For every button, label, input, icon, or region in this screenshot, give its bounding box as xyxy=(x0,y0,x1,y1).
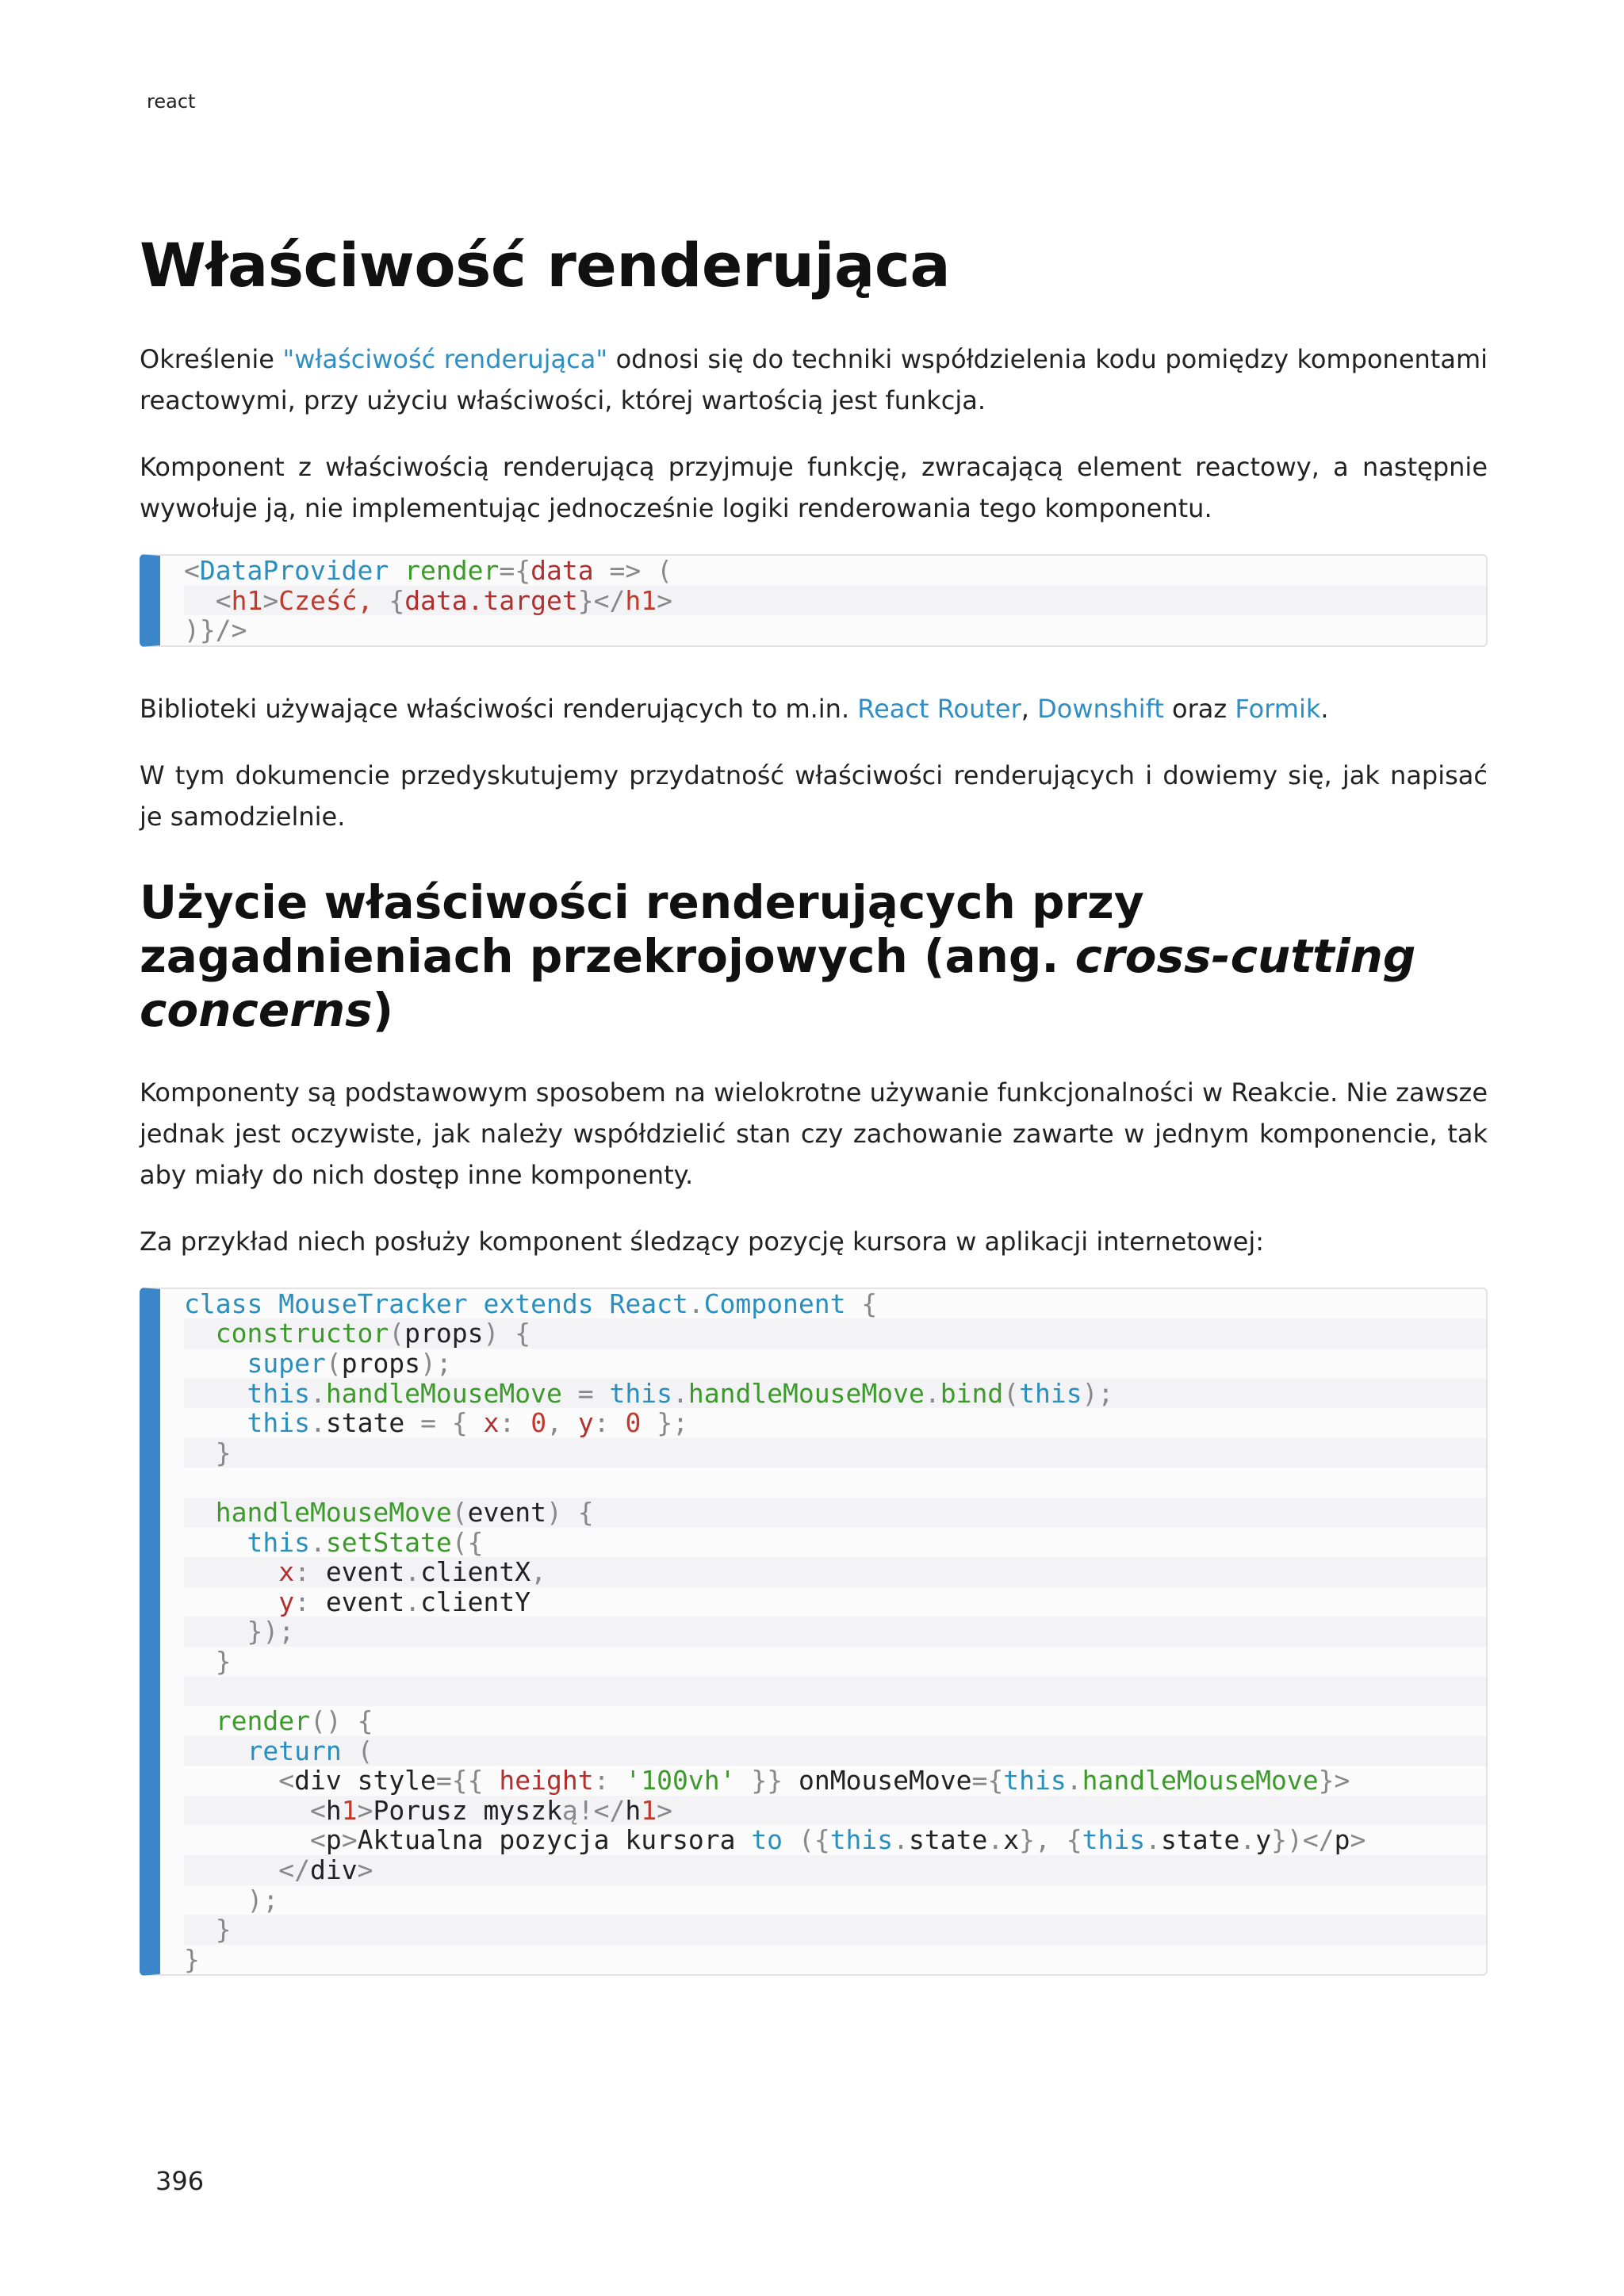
intro-paragraph-1 xyxy=(140,339,1488,421)
section-title: Użycie właściwości renderujących przy zagadnieniach przekrojowych (ang. cross-cutting concerns) xyxy=(140,874,1416,1037)
discussion-paragraph: W tym dokumencie przedyskutujemy przydatność właściwości renderujących i dowiemy się, jak napisać je samodzielnie. xyxy=(140,760,1488,832)
react-router-link[interactable]: React Router xyxy=(857,693,1021,724)
period-text: . xyxy=(1320,693,1329,724)
libraries-paragraph xyxy=(140,688,1488,729)
code-line: super(props); xyxy=(247,1347,452,1379)
code-line: <h1>Cześć, {data.target}</h1> xyxy=(184,586,1486,616)
code-line: </div> xyxy=(184,1855,1486,1885)
page-number: 396 xyxy=(155,2166,205,2196)
page-title: Właściwość renderująca xyxy=(140,230,951,300)
intro-paragraph-2: Komponent z właściwością renderującą przyjmuje funkcję, zwracającą element reactowy, a następnie wywołuje ją, nie implementując jednocześnie logiki renderowania tego komponentu. xyxy=(140,452,1488,523)
code-line xyxy=(184,1468,1486,1498)
code-line: y: event.clientY xyxy=(278,1586,531,1617)
code-line: class MouseTracker extends React.Component { xyxy=(184,1288,878,1319)
code-line: this.setState({ xyxy=(247,1526,484,1558)
code-line: } xyxy=(215,1645,232,1677)
libraries-text: Biblioteki używające właściwości renderujących to m.in. xyxy=(140,693,858,724)
code-line: return ( xyxy=(184,1736,1486,1766)
section-paragraph-2: Za przykład niech posłuży komponent śledzący pozycję kursora w aplikacji internetowej: xyxy=(140,1226,1264,1257)
code-block-mouse-tracker xyxy=(140,1288,1488,1976)
code-line: <div style={{ height: '100vh' }} onMouseMove={this.handleMouseMove}> xyxy=(278,1765,1350,1797)
running-header: react xyxy=(147,90,196,113)
render-prop-link[interactable]: "właściwość renderująca" xyxy=(282,344,608,374)
separator-text: oraz xyxy=(1163,693,1235,724)
code-line xyxy=(184,1677,1486,1707)
code-line: )}/> xyxy=(184,614,247,646)
code-line: this.handleMouseMove = this.handleMouseMove.bind(this); xyxy=(184,1379,1486,1409)
intro-text-before: Określenie xyxy=(140,344,283,374)
downshift-link[interactable]: Downshift xyxy=(1037,693,1164,724)
formik-link[interactable]: Formik xyxy=(1235,693,1321,724)
code-line: <p>Aktualna pozycja kursora to ({this.state.x}, {this.state.y})</p> xyxy=(309,1824,1366,1856)
code-line: render() { xyxy=(215,1705,373,1737)
code-line: ); xyxy=(247,1884,279,1915)
code-line: } xyxy=(184,1915,1486,1945)
code-block-data-provider xyxy=(140,554,1488,647)
section-paragraph-1: Komponenty są podstawowym sposobem na wielokrotne używanie funkcjonalności w Reakcie. Nie zawsze jednak jest oczywiste, jak należy współdzielić stan czy zachowanie zawarte w jednym komponencie, tak aby miały do nich dostęp inne komponenty. xyxy=(140,1077,1488,1190)
code-line: x: event.clientX, xyxy=(184,1557,1486,1587)
code-line: <DataProvider render={data => ( xyxy=(184,555,672,586)
code-line: constructor(props) { xyxy=(184,1318,1486,1349)
code-line: <h1>Porusz myszką!</h1> xyxy=(184,1796,1486,1826)
code-line: } xyxy=(184,1438,1486,1468)
code-line: } xyxy=(184,1943,200,1975)
page-content xyxy=(140,230,1488,2017)
separator-text: , xyxy=(1021,693,1038,724)
code-line: handleMouseMove(event) { xyxy=(184,1498,1486,1528)
intro-text-after: odnosi się do techniki współdzielenia kodu pomiędzy komponentami reactowymi, przy użyciu właściwości, której wartością jest funkcja. xyxy=(140,344,1488,415)
code-line: this.state = { x: 0, y: 0 }; xyxy=(247,1407,688,1439)
code-line: }); xyxy=(184,1617,1486,1647)
